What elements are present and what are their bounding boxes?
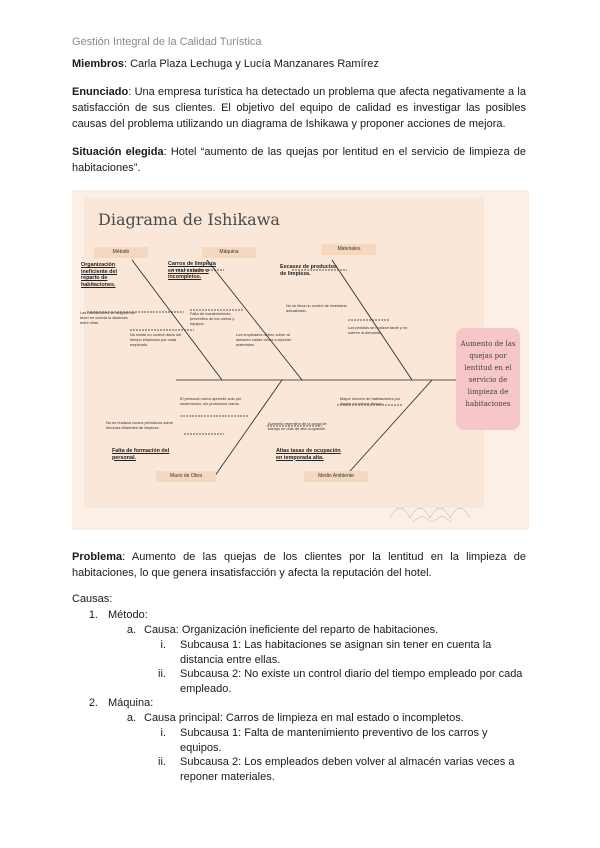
problem-paragraph (72, 549, 526, 581)
document-header: Gestión Integral de la Calidad Turística (72, 36, 262, 48)
subcause-line: equipos. (180, 742, 222, 754)
category-metodo: Método (94, 247, 148, 258)
subcause-line: Subcausa 2: Los empleados deben volver al almacén varias veces a (180, 756, 515, 768)
subcause-materiales-2: Los pedidos se realizan tarde y no cubren la demanda. (348, 325, 408, 335)
statement-text: : Una empresa turística ha detectado un problema que afecta negativamente a la satisfacción de sus clientes. El objetivo del equipo de calidad es investigar las posibles causas del problema utilizando un diagrama de Ishikawa y proponer acciones de mejora. (72, 86, 526, 130)
subcause-mano-obra-1: El personal nuevo aprende solo por observación, sin protocolos claros. (180, 396, 242, 406)
subcause-materiales-1: No se lleva un control de inventario actualizado. (286, 303, 347, 313)
list-marker: ii. (158, 668, 166, 680)
subcause-metodo-2: No existe un control diario del tiempo empleado por cada empleado. (130, 332, 182, 347)
subcause-line: distancia entre ellas. (180, 654, 281, 666)
category-materiales: Materiales (322, 244, 376, 255)
subcause-line: empleado. (180, 683, 232, 695)
list-marker: ii. (158, 756, 166, 768)
category-mano-obra: Mano de Obra (156, 471, 216, 482)
list-item-label: Causa principal: Carros de limpieza en mal estado o incompletos. (144, 712, 464, 724)
list-marker: a. (126, 712, 136, 724)
list-item-label: Máquina: (108, 697, 154, 709)
subcause-line: Subcausa 1: Falta de mantenimiento preventivo de los carros y (180, 727, 488, 739)
list-marker: a. (126, 624, 136, 636)
situation-label: Situación elegida (72, 146, 164, 158)
list-item (72, 638, 526, 668)
list-item (72, 696, 526, 711)
list-item-label: Método: (108, 609, 148, 621)
members-label: Miembros (72, 58, 124, 70)
subcause-mano-obra-2: No se realizan cursos periódicos sobre técnicas eficientes de limpieza. (106, 420, 174, 430)
subcause-line: Subcausa 2: No existe un control diario del tiempo empleado por cada (180, 668, 523, 680)
cause-maquina: Carros de limpieza en mal estado o incompletos. (168, 261, 216, 281)
list-marker: 1. (88, 609, 98, 621)
list-item-label: Causa: Organización ineficiente del reparto de habitaciones. (144, 624, 439, 636)
list-marker: 2. (88, 697, 98, 709)
cause-mano-obra: Falta de formación del personal. (112, 448, 170, 461)
subcause-medio-1: Mayor número de habitaciones por limpiar en menos tiempo. (340, 396, 401, 406)
category-medio-ambiente: Medio Ambiente (304, 471, 368, 482)
list-marker: i. (160, 727, 166, 739)
statement-paragraph (72, 84, 526, 132)
situation-text: : Hotel “aumento de las quejas por lentitud en el servicio de limpieza de habitaciones”. (72, 146, 527, 174)
diagram-title: Diagrama de Ishikawa (98, 210, 280, 229)
list-item (72, 711, 526, 726)
situation-paragraph (72, 144, 526, 176)
list-item (72, 755, 526, 785)
problem-text: : Aumento de las quejas de los clientes por la lentitud en la limpieza de habitaciones, lo que genera insatisfacción y afecta la reputación del hotel. (72, 551, 526, 579)
category-maquina: Máquina (202, 247, 256, 258)
ishikawa-diagram (72, 190, 529, 530)
cause-medio: Altas tasas de ocupación en temporada alta. (276, 448, 341, 461)
list-item (72, 608, 526, 623)
list-item (72, 667, 526, 697)
causes-title: Causas: (72, 593, 113, 605)
subcause-maquina-1: Falta de mantenimiento preventivo de los carros y equipos. (190, 311, 235, 326)
list-item (72, 623, 526, 638)
list-item (72, 726, 526, 756)
subcause-maquina-2: Los empleados deben volver al almacén varias veces a reponer materiales. (236, 332, 292, 347)
subcause-metodo-1: Las habitaciones se asignan sin tener en cuenta la distancia entre ellas. (80, 310, 136, 325)
members-paragraph (72, 56, 526, 72)
subcause-line: Subcausa 1: Las habitaciones se asignan sin tener en cuenta la (180, 639, 492, 651)
list-marker: i. (160, 639, 166, 651)
statement-label: Enunciado (72, 86, 129, 98)
cause-metodo: Organización ineficiente del reparto de habitaciones. (81, 262, 117, 288)
cause-materiales: Escasez de productos de limpieza. (280, 264, 337, 277)
subcause-medio-2: Aumento repentino de la carga de trabajo en días de alta ocupación. (268, 421, 327, 431)
members-text: : Carla Plaza Lechuga y Lucía Manzanares Ramírez (123, 58, 379, 70)
problem-label: Problema (72, 551, 123, 563)
subcause-line: reponer materiales. (180, 771, 275, 783)
effect-box: Aumento de las quejas por lentitud en el servicio de limpieza de habitaciones (456, 328, 520, 430)
